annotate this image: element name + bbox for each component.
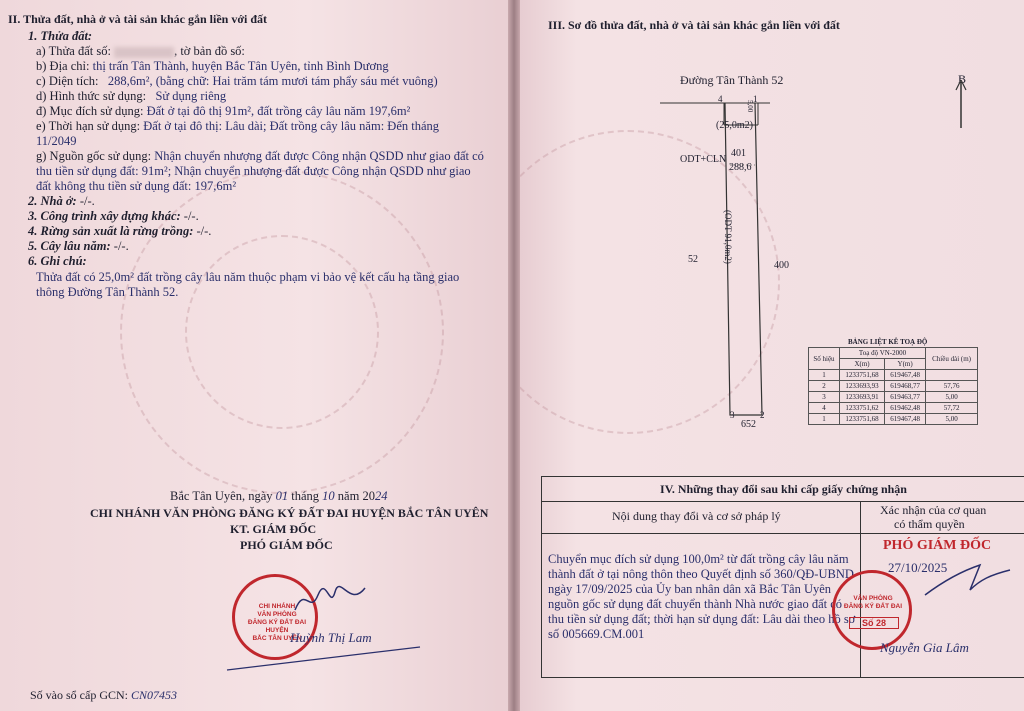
coord-length: 5,00 — [926, 414, 978, 425]
coord-x: 1233751,62 — [839, 403, 884, 414]
item-3-value: -/-. — [183, 209, 199, 223]
item-1-title: 1. Thửa đất: — [28, 29, 93, 43]
page-gutter — [508, 0, 520, 711]
item-2-value: -/-. — [79, 194, 95, 208]
usage-form-row — [36, 89, 226, 104]
land-class-label: ODT+CLN — [680, 154, 727, 165]
seal-right-text: VĂN PHÒNG ĐĂNG KÝ ĐẤT ĐAI — [843, 595, 903, 610]
coord-header-length: Chiều dài (m) — [926, 348, 978, 370]
coord-y: 619467,48 — [885, 414, 926, 425]
issue-date — [170, 489, 387, 504]
coord-header-y: Y(m) — [885, 359, 926, 370]
side-small-label: 5,00 — [746, 100, 754, 113]
neighbor-right: 400 — [774, 260, 789, 271]
item-6-title: 6. Ghi chú: — [28, 254, 87, 268]
item-3-label: 3. Công trình xây dựng khác: — [28, 209, 181, 223]
coord-x: 1233693,93 — [839, 381, 884, 392]
section-2-title: II. Thửa đất, nhà ở và tài sản khác gắn liền với đất — [8, 12, 268, 26]
seal-right-number: Số 28 — [849, 617, 899, 629]
coord-id: 4 — [809, 403, 840, 414]
usage-form-label: d) Hình thức sử dụng: — [36, 89, 147, 103]
parcel-number-label: a) Thửa đất số: — [36, 44, 111, 58]
corner-1: 1 — [753, 94, 758, 104]
changes-col2-header-a: Xác nhận của cơ quan — [880, 503, 987, 517]
term-row — [36, 119, 439, 134]
area-row — [36, 74, 438, 89]
date-day: 01 — [275, 489, 289, 503]
change-line-6: số 005669.CM.001 — [548, 627, 645, 641]
note-line-2: thông Đường Tân Thành 52. — [36, 285, 179, 299]
coord-y: 619462,48 — [885, 403, 926, 414]
parcel-number-row — [36, 44, 245, 59]
road-label: Đường Tân Thành 52 — [680, 73, 784, 87]
map-sheet-label: , tờ bản đồ số: — [174, 44, 245, 58]
coord-x: 1233751,68 — [839, 414, 884, 425]
change-line-5: thu tiền sử dụng đất; thời hạn sử dụng đất: Lâu dài theo hồ sơ — [548, 612, 856, 626]
item-5-value: -/-. — [113, 239, 129, 253]
coord-x: 1233751,68 — [839, 370, 884, 381]
table-row — [809, 370, 978, 381]
parcel-area: 288,6 — [729, 162, 752, 173]
corner-2: 2 — [760, 410, 765, 420]
setback-area: (25,0m2) — [716, 120, 753, 131]
north-arrow-icon — [954, 80, 968, 130]
date-year-label: năm 20 — [337, 489, 375, 503]
office-seal-right — [832, 570, 912, 650]
item-5-label: 5. Cây lâu năm: — [28, 239, 111, 253]
coord-header-system: Toạ độ VN-2000 — [839, 348, 925, 359]
signature-left — [290, 580, 370, 620]
purpose-row — [36, 104, 410, 119]
coord-id: 1 — [809, 414, 840, 425]
issuing-office: CHI NHÁNH VĂN PHÒNG ĐĂNG KÝ ĐẤT ĐAI HUYỆN BẮC TÂN UYÊN — [90, 506, 489, 520]
odt-inner-label: (ODT 91,0m2) — [723, 210, 733, 264]
date-year: 24 — [374, 489, 388, 503]
change-line-1: Chuyển mục đích sử dụng 100,0m² từ đất trồng cây lâu năm — [548, 552, 849, 566]
redacted-value — [114, 47, 174, 58]
origin-label: g) Nguồn gốc sử dụng: — [36, 149, 152, 163]
kt-director: KT. GIÁM ĐỐC — [230, 522, 317, 536]
coord-y: 619467,48 — [885, 370, 926, 381]
coord-id: 3 — [809, 392, 840, 403]
table-row — [809, 414, 978, 425]
coord-length: 57,72 — [926, 403, 978, 414]
coord-y: 619463,77 — [885, 392, 926, 403]
address-row — [36, 59, 389, 74]
coord-y: 619468,77 — [885, 381, 926, 392]
term-value-cont: 11/2049 — [36, 134, 77, 148]
date-prefix: Bắc Tân Uyên, ngày — [170, 489, 273, 503]
coord-id: 2 — [809, 381, 840, 392]
corner-3: 3 — [730, 410, 735, 420]
table-row — [809, 403, 978, 414]
coord-header-id: Số hiệu — [809, 348, 840, 370]
right-stamp-title: PHÓ GIÁM ĐỐC — [883, 538, 992, 553]
changes-title: IV. Những thay đổi sau khi cấp giấy chứng nhận — [542, 477, 1024, 502]
usage-form-value: Sử dụng riêng — [155, 89, 227, 103]
item-2-row — [28, 194, 95, 209]
item-2-label: 2. Nhà ở: — [28, 194, 77, 208]
area-label: c) Diện tích: — [36, 74, 99, 88]
origin-value-2: thu tiền sử dụng đất: 91m²; Nhận chuyển nhượng đất được Công nhận QSDD như giao — [36, 164, 471, 178]
table-row — [809, 381, 978, 392]
deputy-director-title: PHÓ GIÁM ĐỐC — [240, 538, 333, 552]
address-label: b) Địa chỉ: — [36, 59, 90, 73]
area-value: 288,6m², (bằng chữ: Hai trăm tám mươi tám phẩy sáu mét vuông) — [107, 74, 438, 88]
term-value: Đất ở tại đô thị: Lâu dài; Đất trồng cây lâu năm: Đến tháng — [143, 119, 440, 133]
gcn-value: CN07453 — [131, 688, 178, 702]
gcn-label: Số vào sổ cấp GCN: — [30, 688, 128, 702]
item-4-label: 4. Rừng sản xuất là rừng trồng: — [28, 224, 194, 238]
coord-header-x: X(m) — [839, 359, 884, 370]
corner-4: 4 — [718, 94, 723, 104]
parcel-number: 401 — [731, 148, 746, 159]
watermark-drum-inner — [185, 235, 379, 429]
coord-length: 57,76 — [926, 381, 978, 392]
coord-id: 1 — [809, 370, 840, 381]
signature-right — [920, 560, 1015, 600]
coord-x: 1233693,91 — [839, 392, 884, 403]
table-row — [809, 392, 978, 403]
coord-table — [808, 347, 978, 425]
item-4-row — [28, 224, 211, 239]
note-line-1: Thửa đất có 25,0m² đất trồng cây lâu năm thuộc phạm vi bảo vệ kết cấu hạ tầng giao — [36, 270, 460, 284]
coord-length — [926, 370, 978, 381]
coord-header-row — [809, 348, 978, 359]
neighbor-left: 52 — [688, 254, 698, 265]
date-month-label: tháng — [291, 489, 320, 503]
changes-col2-header-b: có thẩm quyền — [894, 517, 965, 531]
section-3-title: III. Sơ đồ thửa đất, nhà ở và tài sản khác gắn liền với đất — [548, 18, 840, 32]
neighbor-bottom: 652 — [741, 419, 756, 430]
origin-value-3: đất không thu tiền sử dụng đất: 197,6m² — [36, 179, 237, 193]
origin-row — [36, 149, 484, 164]
item-3-row — [28, 209, 199, 224]
origin-value: Nhận chuyển nhượng đất được Công nhận QSDD như giao đất có — [154, 149, 484, 163]
address-value: thị trấn Tân Thành, huyện Bắc Tân Uyên, tỉnh Bình Dương — [92, 59, 389, 73]
signer-left: Huỳnh Thị Lam — [290, 630, 372, 645]
item-5-row — [28, 239, 129, 254]
north-label: B — [958, 72, 967, 86]
item-4-value: -/-. — [196, 224, 212, 238]
right-stamp-date: 27/10/2025 — [888, 560, 948, 575]
coord-table-title: BẢNG LIỆT KÊ TOẠ ĐỘ — [848, 338, 928, 346]
change-line-2: thành đất ở tại nông thôn theo Quyết định số 360/QĐ-UBND — [548, 567, 854, 581]
seal-text: CHI NHÁNH VĂN PHÒNG ĐĂNG KÝ ĐẤT ĐAI HUYỆN BẮC TÂN UYÊN — [247, 603, 307, 642]
purpose-label: đ) Mục đích sử dụng: — [36, 104, 144, 118]
changes-col1-header: Nội dung thay đổi và cơ sở pháp lý — [612, 509, 781, 523]
change-line-4: nguồn gốc sử dụng đất chuyển thành Nhà nước giao đất có — [548, 597, 843, 611]
coord-length: 5,00 — [926, 392, 978, 403]
date-month: 10 — [322, 489, 335, 503]
signer-underline — [225, 645, 425, 675]
change-line-3: ngày 17/09/2025 của Ủy ban nhân dân xã Bắc Tân Uyên — [548, 582, 832, 596]
term-label: e) Thời hạn sử dụng: — [36, 119, 141, 133]
signer-right: Nguyễn Gia Lâm — [880, 640, 969, 655]
gcn-register-row — [30, 688, 177, 703]
purpose-value: Đất ở tại đô thị 91m², đất trồng cây lâu năm 197,6m² — [146, 104, 411, 118]
